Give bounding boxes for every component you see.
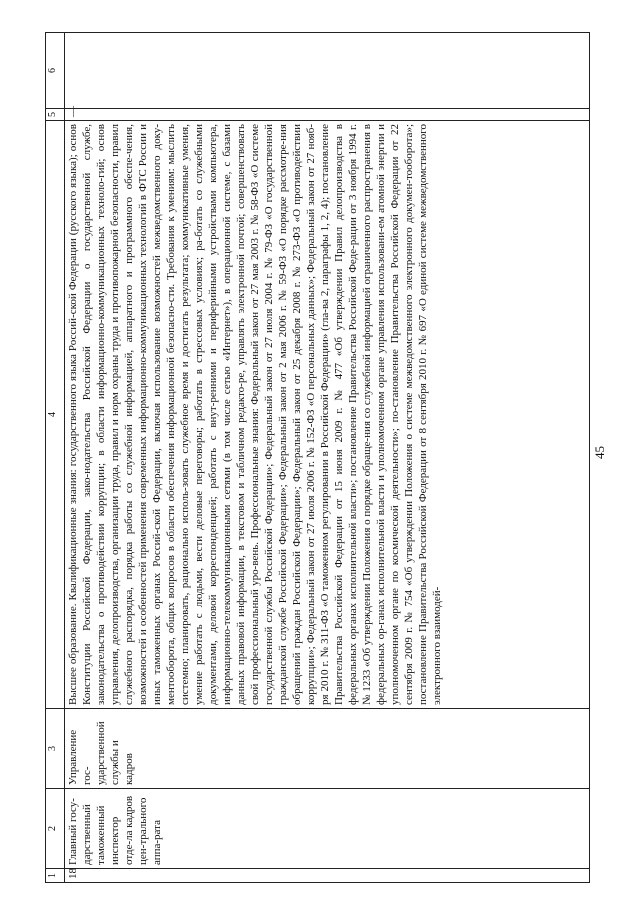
column-number-row [46,33,65,883]
column-number: 5 [46,109,65,121]
department-name: Управление гос-ударственной службы и кадров [65,709,590,789]
position-title: Главный госу-дарственный таможенный инспектор отде-ла кадров цен-трального аппа-рата [65,789,590,869]
staffing-table [45,32,590,883]
column-number: 4 [46,121,65,709]
column-number: 3 [46,709,65,789]
column-number: 1 [46,869,65,883]
column-5-value: — [65,109,590,121]
column-6-value [65,33,590,109]
row-number: 18 [65,869,590,883]
table-row [65,33,590,883]
qualification-requirements: Высшее образование. Квалификационные знания: государственного языка Россий-ской Федерации (русского языка); основ Конституции Российской Федерации, зако-нодательства Российской Федерации о государственной службе, законодательства о противодействии коррупции; в области информационно-коммуникационных техноло-гий; основ управления, делопроизводства, организации труда, правил и норм охраны труда и противопожарной безопасности, правил служебного распорядка, порядка работы со служебной информацией, аппаратного и программного обеспе-чения, возможностей и особенностей применения современных информационно-коммуникационных технологий в ФТС России и иных таможенных органах Россий-ской Федерации, включая использование возможностей межведомственного доку-ментооборота, общих вопросов в области обеспечения информационной безопасно-сти. Требования к умениям: мыслить системно; планировать, рационально исполь-зовать служебное время и достигать результата; коммуникативные умения, умение работать с людьми, вести деловые переговоры; работать в стрессовых условиях; ра-ботать со служебными документами, деловой корреспонденцией; работать с внут-ренними и периферийными устройствами компьютера, информационно-телекоммуникационными сетями (в том числе сетью «Интернет»), в операционной системе, с базами данных правовой информации, в текстовом и табличном редакто-ре, управлять электронной почтой; совершенствовать свой профессиональный уро-вень. Профессиональные знания: Федеральный закон от 27 мая 2003 г. № 58-ФЗ «О системе государственной службы Российской Федерации»; Федеральный закон от 27 июля 2004 г. № 79-ФЗ «О государственной гражданской службе Российской Федерации»; Федеральный закон от 2 мая 2006 г. № 59-ФЗ «О порядке рассмотре-ния обращений граждан Российской Федерации»; Федеральный закон от 25 декабря 2008 г. № 273-ФЗ «О противодействии коррупции»; Федеральный закон от 27 июля 2006 г. № 152-ФЗ «О персональных данных»; Федеральный закон от 27 нояб-ря 2010 г. № 311-ФЗ «О таможенном регулировании в Российской Федерации» (гла-ва 2, параграфы 1, 2, 4); постановление Правительства Российской Федерации от 15 июня 2009 г. № 477 «Об утверждении Правил делопроизводства в федеральных органах исполнительной власти»; постановление Правительства Российской Феде-рации от 3 ноября 1994 г. № 1233 «Об утверждении Положения о порядке обраще-ния со служебной информацией ограниченного распространения в федеральных ор-ганах исполнительной власти и уполномоченном органе управления использовани-ем атомной энергии и уполномоченном органе по космической деятельности»; по-становление Правительства Российской Федерации от 22 сентября 2009 г. № 754 «Об утверждении Положения о системе межведомственного электронного докумен-тооборота»; постановление Правительства Российской Федерации от 8 сентября 2010 г. № 697 «О единой системе межведомственного электронного взаимодей- [65,121,590,709]
column-number: 2 [46,789,65,869]
page-number: 45 [592,446,607,459]
column-number: 6 [46,33,65,109]
